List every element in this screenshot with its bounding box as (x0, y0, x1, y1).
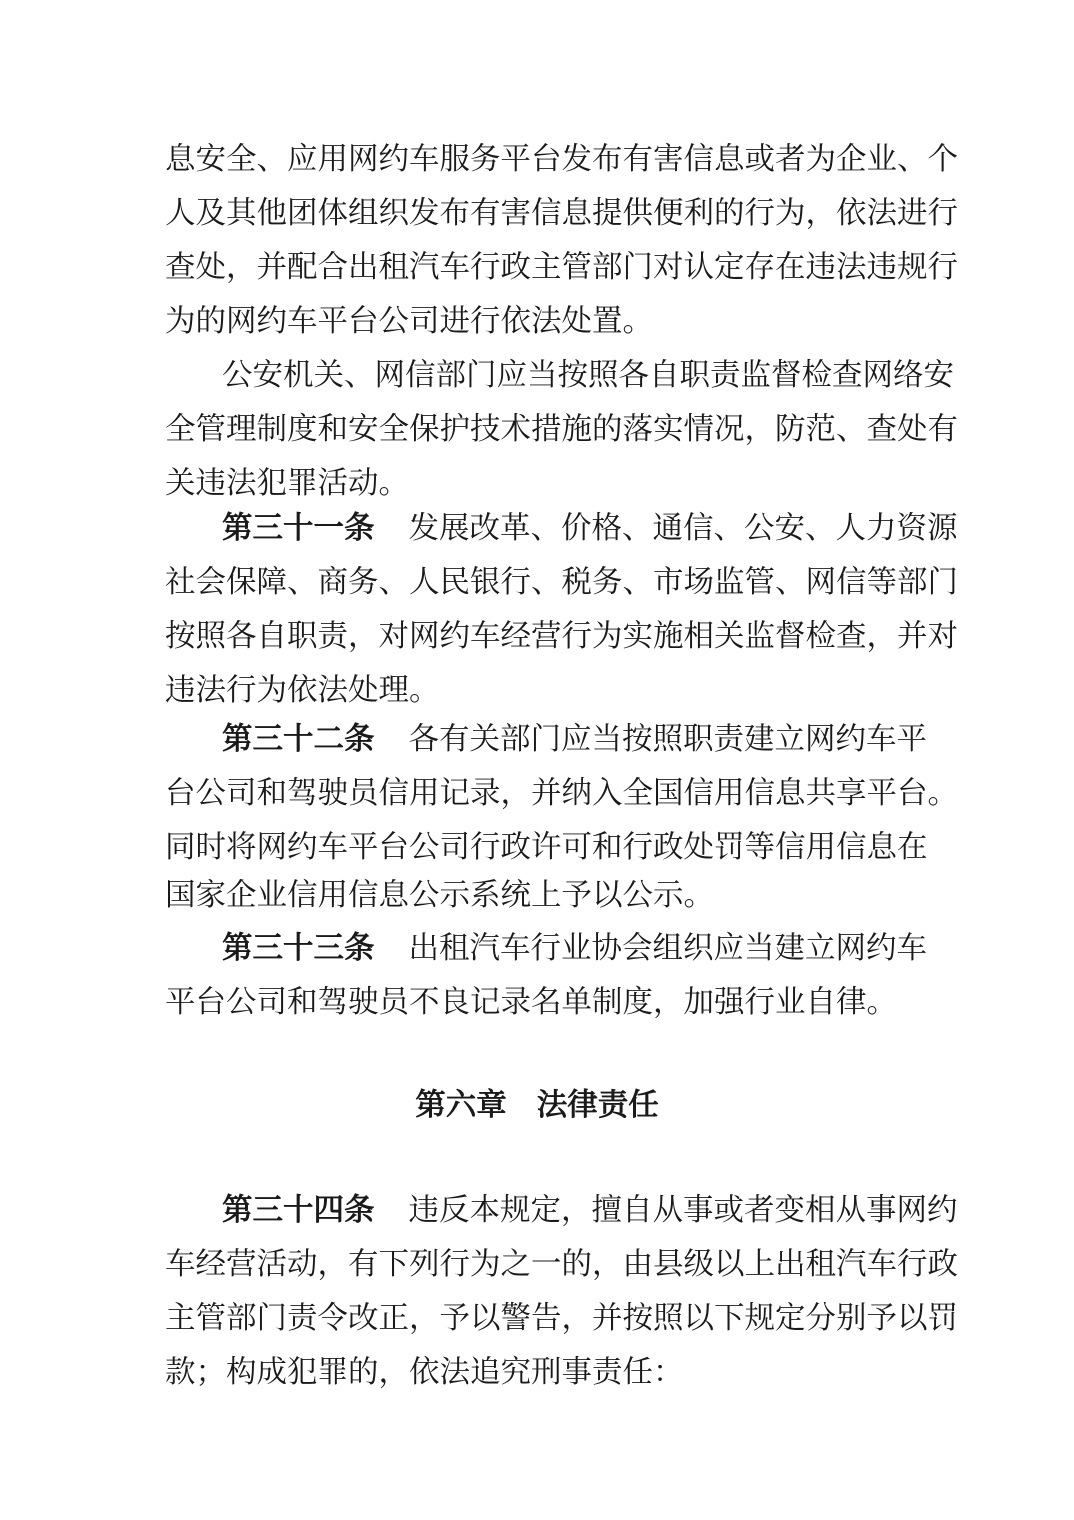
paragraph-line: 查处，并配合出租汽车行政主管部门对认定存在违法违规行 (165, 250, 958, 285)
paragraph-line: 息安全、应用网约车服务平台发布有害信息或者为企业、个 (165, 142, 958, 177)
article-number: 第三十四条 (222, 1193, 375, 1228)
paragraph-line: 款；构成犯罪的，依法追究刑事责任： (165, 1355, 684, 1390)
paragraph-line: 公安机关、网信部门应当按照各自职责监督检查网络安 (222, 358, 954, 393)
paragraph-line: 违法行为依法处理。 (165, 673, 440, 708)
chapter-number: 第六章 (415, 1088, 507, 1123)
article-first-line (222, 713, 927, 767)
article-number: 第三十一条 (222, 511, 375, 546)
chapter-heading (0, 1079, 1074, 1133)
paragraph-line: 主管部门责令改正，予以警告，并按照以下规定分别予以罚 (165, 1301, 958, 1336)
paragraph-line: 平台公司和驾驶员不良记录名单制度，加强行业自律。 (165, 985, 897, 1020)
paragraph-text: 发展改革、价格、通信、公安、人力资源 (408, 511, 958, 546)
article-number: 第三十二条 (222, 722, 375, 757)
paragraph-line: 车经营活动，有下列行为之一的，由县级以上出租汽车行政 (165, 1247, 958, 1282)
article-first-line (222, 922, 927, 976)
paragraph-line: 同时将网约车平台公司行政许可和行政处罚等信用信息在 (165, 830, 928, 865)
paragraph-line: 关违法犯罪活动。 (165, 466, 409, 501)
article-first-line (222, 1184, 958, 1238)
article-number: 第三十三条 (222, 931, 375, 966)
paragraph-line: 人及其他团体组织发布有害信息提供便利的行为，依法进行 (165, 196, 958, 231)
paragraph-line: 全管理制度和安全保护技术措施的落实情况，防范、查处有 (165, 412, 958, 447)
paragraph-line: 为的网约车平台公司进行依法处置。 (165, 304, 653, 339)
paragraph-text: 违反本规定，擅自从事或者变相从事网约 (408, 1193, 958, 1228)
article-first-line (222, 502, 958, 556)
paragraph-text: 各有关部门应当按照职责建立网约车平 (408, 722, 927, 757)
chapter-title: 法律责任 (536, 1088, 659, 1123)
paragraph-line: 台公司和驾驶员信用记录，并纳入全国信用信息共享平台。 (165, 776, 958, 811)
paragraph-text: 出租汽车行业协会组织应当建立网约车 (408, 931, 927, 966)
paragraph-line: 按照各自职责，对网约车经营行为实施相关监督检查，并对 (165, 619, 958, 654)
paragraph-line: 社会保障、商务、人民银行、税务、市场监管、网信等部门 (165, 565, 958, 600)
paragraph-line: 国家企业信用信息公示系统上予以公示。 (165, 878, 714, 913)
